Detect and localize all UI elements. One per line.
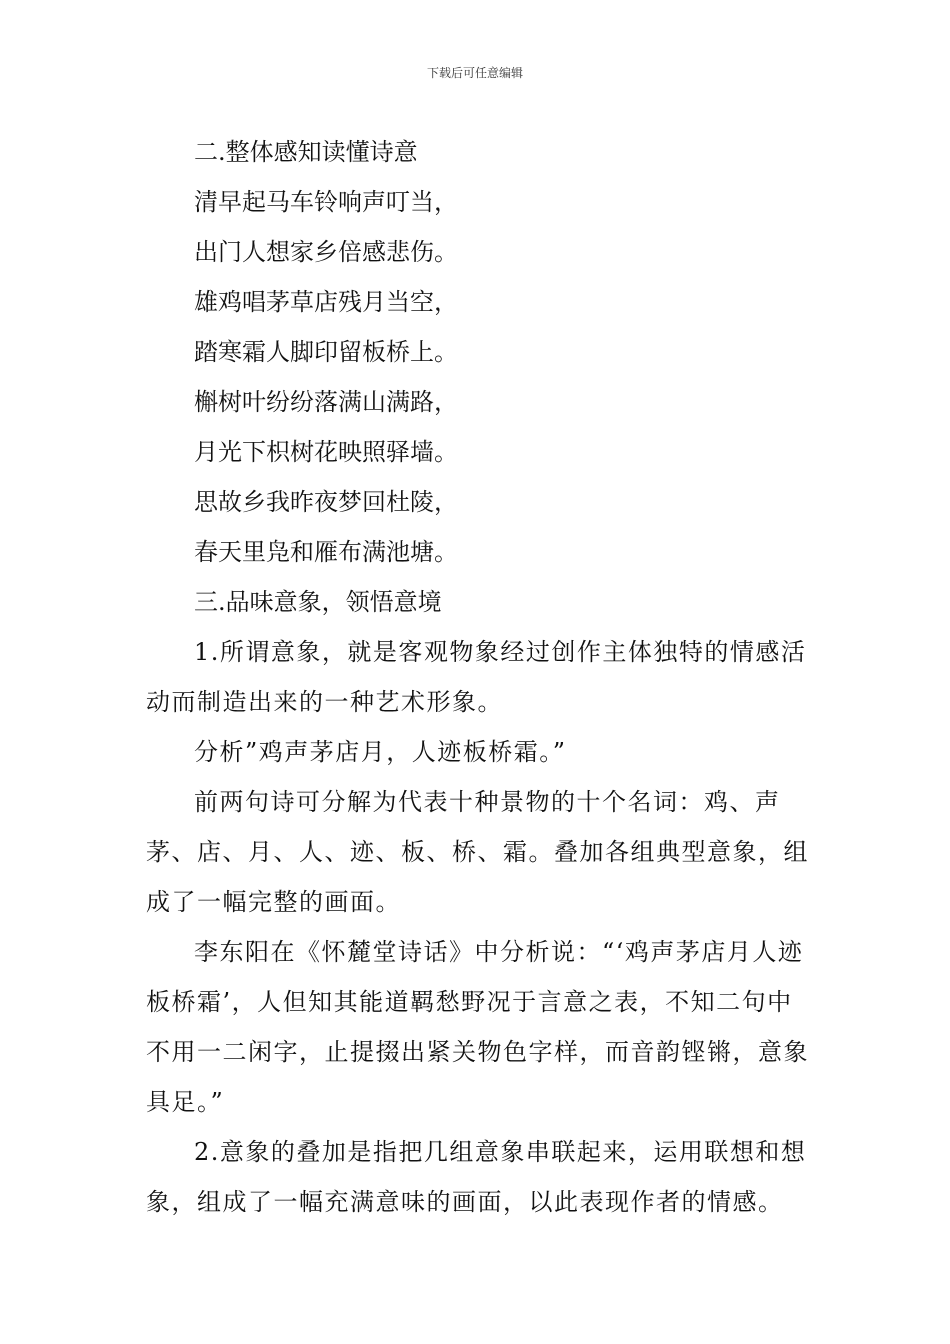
poem-line-5: 槲树叶纷纷落满山满路， [194,388,458,416]
paragraph-imagery-definition: 1.所谓意象，就是客观物象经过创作主体独特的情感活动而制造出来的一种艺术形象。 [146,638,807,716]
paragraph-nouns: 前两句诗可分解为代表十种景物的十个名词：鸡、声茅、店、月、人、迹、板、桥、霜。叠加各组典型意象，组成了一幅完整的画面。 [146,788,809,916]
section-heading-3: 三.品味意象，领悟意境 [194,588,442,616]
poem-line-8: 春天里凫和雁布满池塘。 [194,538,458,566]
poem-line-2: 出门人想家乡倍感悲伤。 [194,238,458,266]
poem-line-7: 思故乡我昨夜梦回杜陵， [194,488,458,516]
paragraph-analysis-title: 分析”鸡声茅店月，人迹板桥霜。” [194,738,567,766]
poem-line-4: 踏寒霜人脚印留板桥上。 [194,338,458,366]
section-heading-2: 二.整体感知读懂诗意 [194,138,418,166]
poem-line-3: 雄鸡唱茅草店残月当空， [194,288,458,316]
paragraph-li-dongyang: 李东阳在《怀麓堂诗话》中分析说：“‘鸡声茅店月人迹板桥霜’，人但知其能道羁愁野况于言意之表，不知二句中不用一二闲字，止提掇出紧关物色字样，而音韵铿锵，意象具足。” [146,938,809,1116]
page-header: 下载后可任意编辑 [426,66,523,80]
document-body [146,127,816,1227]
paragraph-imagery-overlay: 2.意象的叠加是指把几组意象串联起来，运用联想和想象，组成了一幅充满意味的画面，以此表现作者的情感。 [146,1138,807,1216]
poem-line-6: 月光下枳树花映照驿墙。 [194,438,458,466]
poem-line-1: 清早起马车铃响声叮当， [194,188,458,216]
